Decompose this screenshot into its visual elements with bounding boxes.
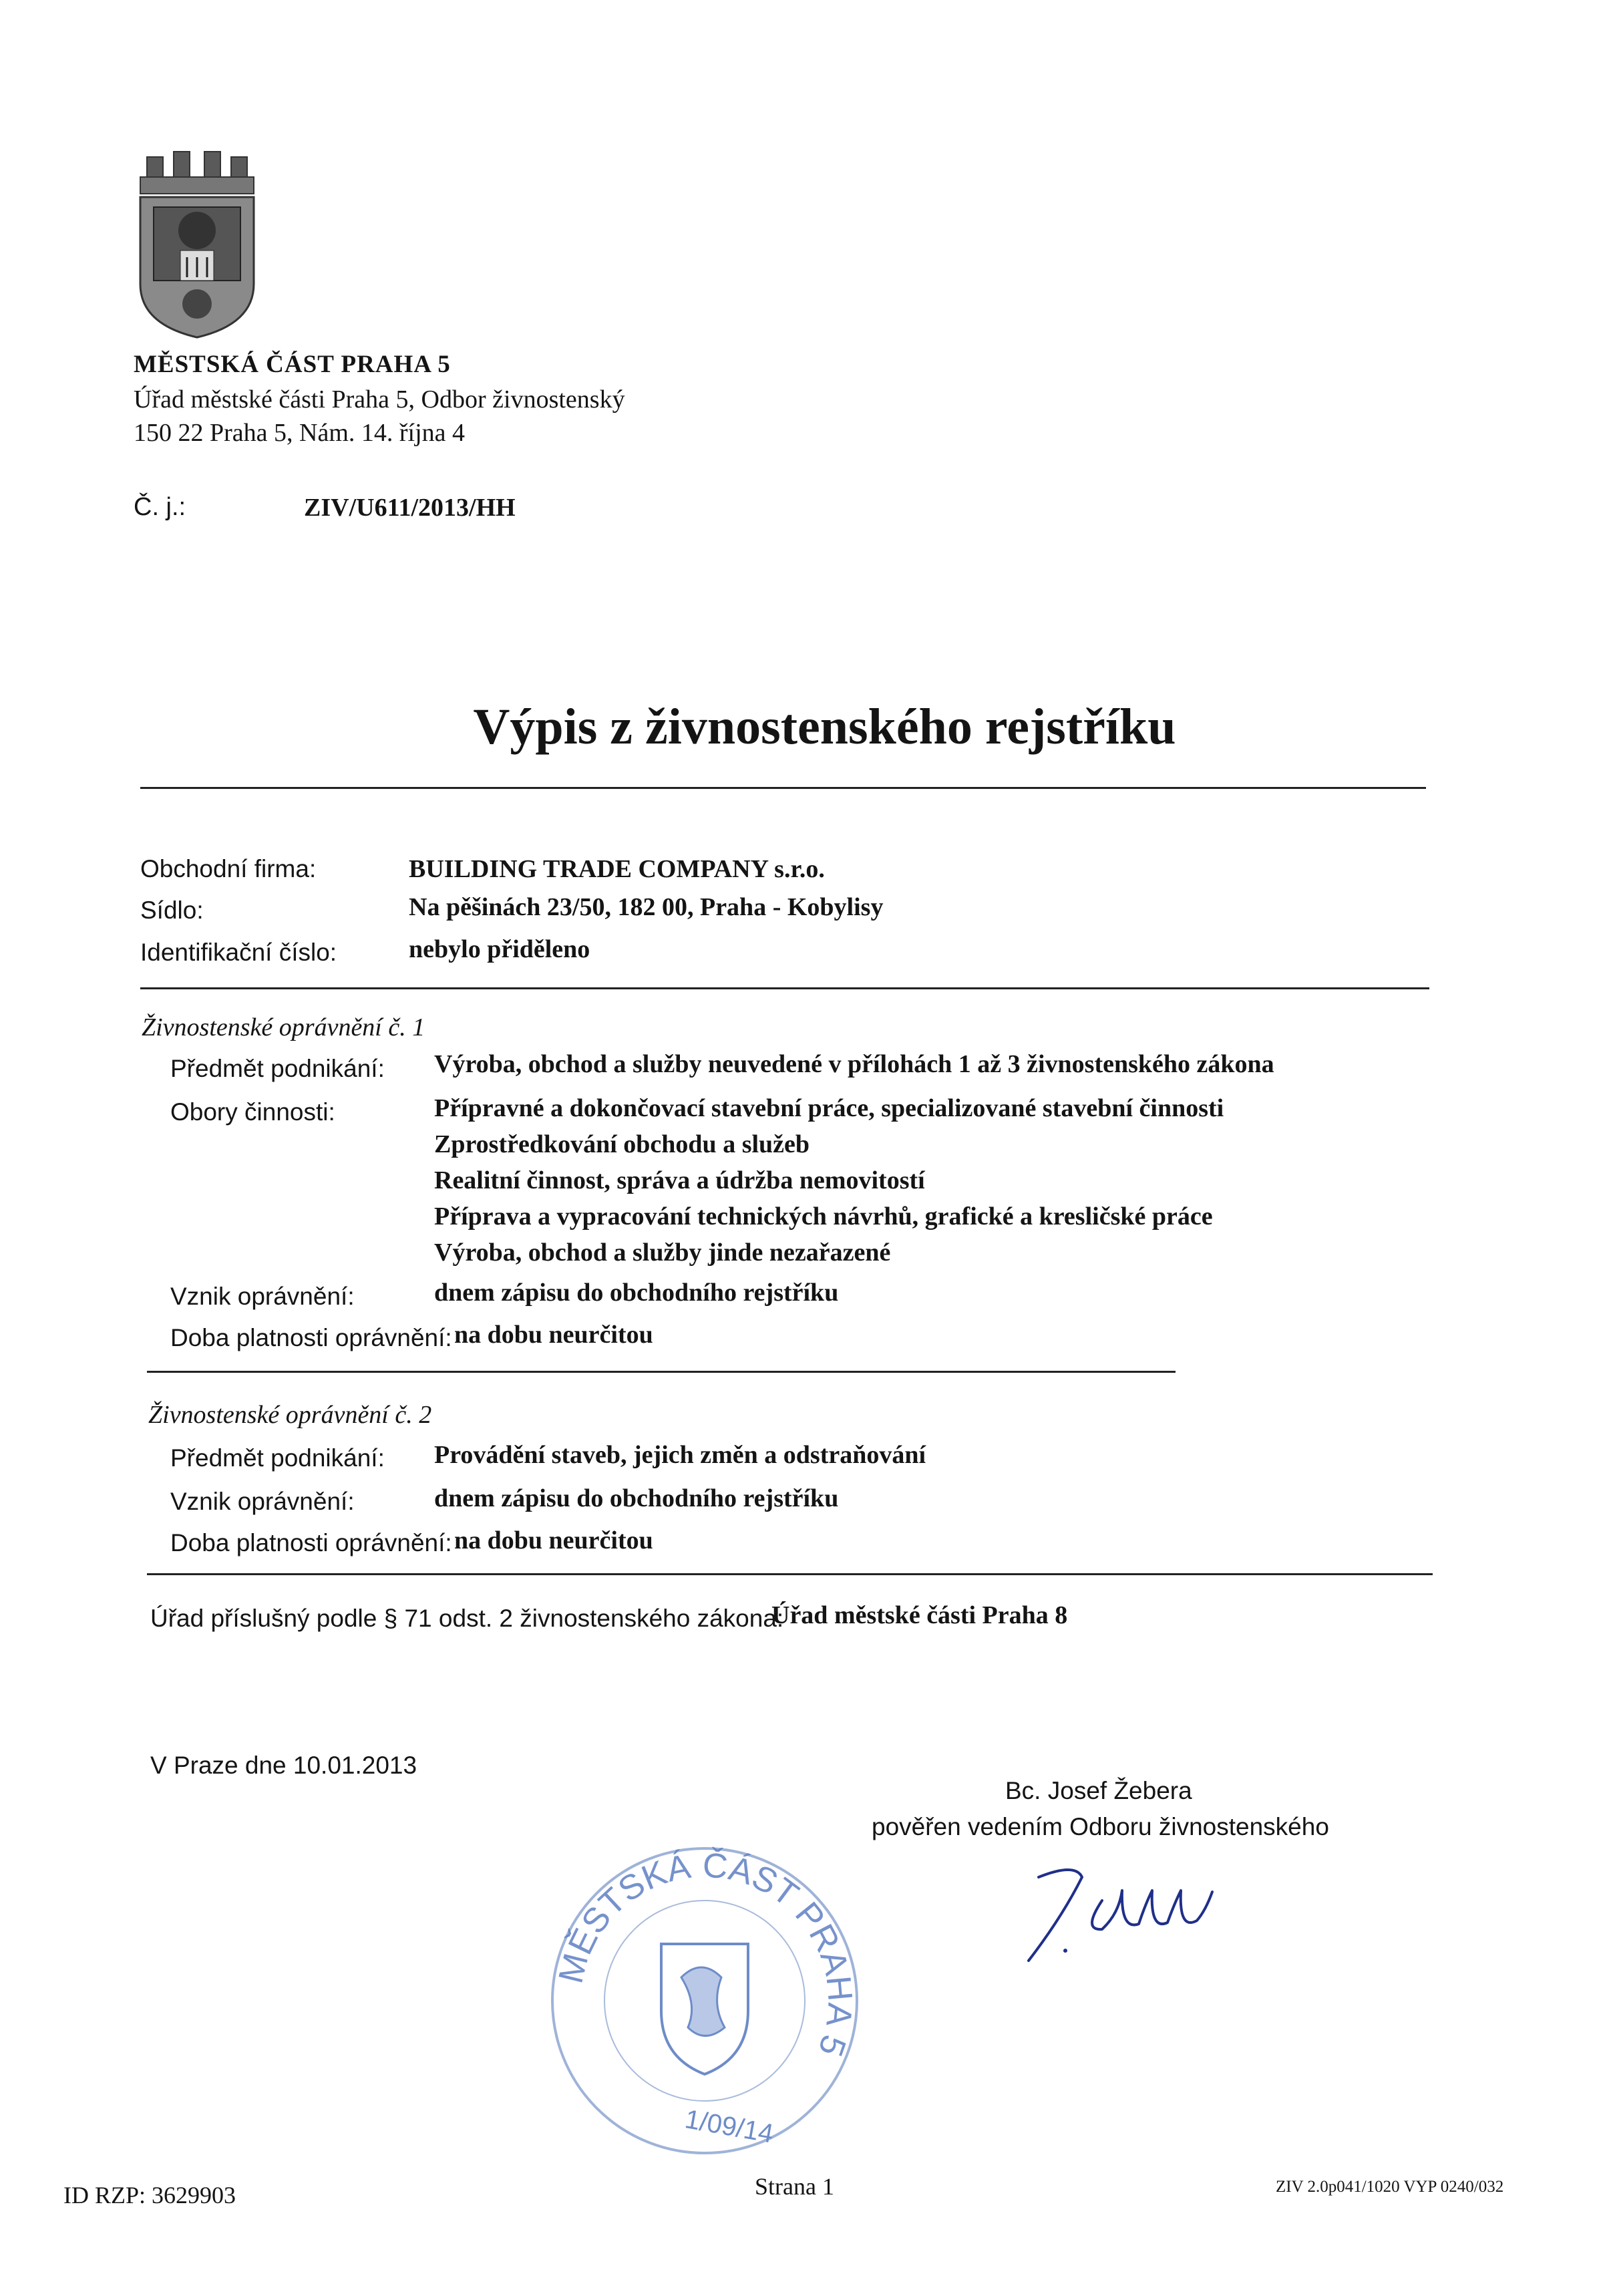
authority-name: MĚSTSKÁ ČÁST PRAHA 5 xyxy=(134,351,451,378)
license2-validity-value: na dobu neurčitou xyxy=(454,1526,653,1554)
license2-subject-label: Předmět podnikání: xyxy=(170,1444,385,1472)
seat-value: Na pěšinách 23/50, 182 00, Praha - Kobylisy xyxy=(409,893,884,921)
license1-subject-value: Výroba, obchod a služby neuvedené v přílohách 1 až 3 živnostenského zákona xyxy=(434,1050,1274,1078)
id-rzp: ID RZP: 3629903 xyxy=(63,2182,236,2208)
license1-fields-label: Obory činnosti: xyxy=(170,1098,335,1126)
handwritten-signature xyxy=(1002,1850,1216,1964)
license1-validity-label: Doba platnosti oprávnění: xyxy=(170,1324,452,1351)
divider xyxy=(140,787,1426,789)
firm-label: Obchodní firma: xyxy=(140,855,317,882)
id-label: Identifikační číslo: xyxy=(140,939,337,966)
divider xyxy=(147,1573,1433,1575)
license2-origin-label: Vznik oprávnění: xyxy=(170,1488,355,1515)
coat-of-arms-logo xyxy=(134,144,260,341)
official-stamp xyxy=(548,1844,862,2158)
seat-label: Sídlo: xyxy=(140,896,204,924)
form-code: ZIV 2.0p041/1020 VYP 0240/032 xyxy=(1276,2178,1504,2196)
svg-text:1/09/14: 1/09/14 xyxy=(683,2104,776,2149)
license1-validity-value: na dobu neurčitou xyxy=(454,1321,653,1349)
svg-text:MĚSTSKÁ ČÁST PRAHA 5: MĚSTSKÁ ČÁST PRAHA 5 xyxy=(551,1846,860,2062)
license1-origin-label: Vznik oprávnění: xyxy=(170,1283,355,1310)
license1-field: Realitní činnost, správa a údržba nemovitostí xyxy=(434,1166,925,1194)
office-name: Úřad městské části Praha 5, Odbor živnostenský xyxy=(134,385,625,414)
license1-field: Výroba, obchod a služby jinde nezařazené xyxy=(434,1239,891,1267)
competent-office-label: Úřad příslušný podle § 71 odst. 2 živnostenského zákona: xyxy=(150,1605,784,1632)
signatory-role: pověřen vedením Odboru živnostenského xyxy=(872,1813,1329,1840)
place-date: V Praze dne 10.01.2013 xyxy=(150,1752,417,1779)
competent-office-value: Úřad městské části Praha 8 xyxy=(771,1601,1068,1629)
license1-heading: Živnostenské oprávnění č. 1 xyxy=(142,1013,425,1041)
license2-heading: Živnostenské oprávnění č. 2 xyxy=(148,1401,432,1429)
license1-subject-label: Předmět podnikání: xyxy=(170,1055,385,1082)
page-number: Strana 1 xyxy=(755,2173,834,2200)
license1-field: Zprostředkování obchodu a služeb xyxy=(434,1130,810,1158)
divider xyxy=(147,1371,1176,1373)
license2-subject-value: Provádění staveb, jejich změn a odstraňování xyxy=(434,1441,926,1469)
divider xyxy=(140,987,1429,989)
license1-field: Příprava a vypracování technických návrhů, grafické a kresličské práce xyxy=(434,1202,1213,1231)
license2-origin-value: dnem zápisu do obchodního rejstříku xyxy=(434,1484,839,1512)
firm-value: BUILDING TRADE COMPANY s.r.o. xyxy=(409,855,825,883)
license1-origin-value: dnem zápisu do obchodního rejstříku xyxy=(434,1279,839,1307)
license2-validity-label: Doba platnosti oprávnění: xyxy=(170,1529,452,1556)
reference-number: ZIV/U611/2013/HH xyxy=(304,494,516,522)
id-value: nebylo přiděleno xyxy=(409,935,590,963)
document-title: Výpis z živnostenského rejstříku xyxy=(473,699,1176,755)
office-address: 150 22 Praha 5, Nám. 14. října 4 xyxy=(134,419,466,447)
signatory-name: Bc. Josef Žebera xyxy=(1005,1777,1192,1804)
reference-label: Č. j.: xyxy=(134,493,186,521)
license1-field: Přípravné a dokončovací stavební práce, specializované stavební činnosti xyxy=(434,1094,1224,1122)
